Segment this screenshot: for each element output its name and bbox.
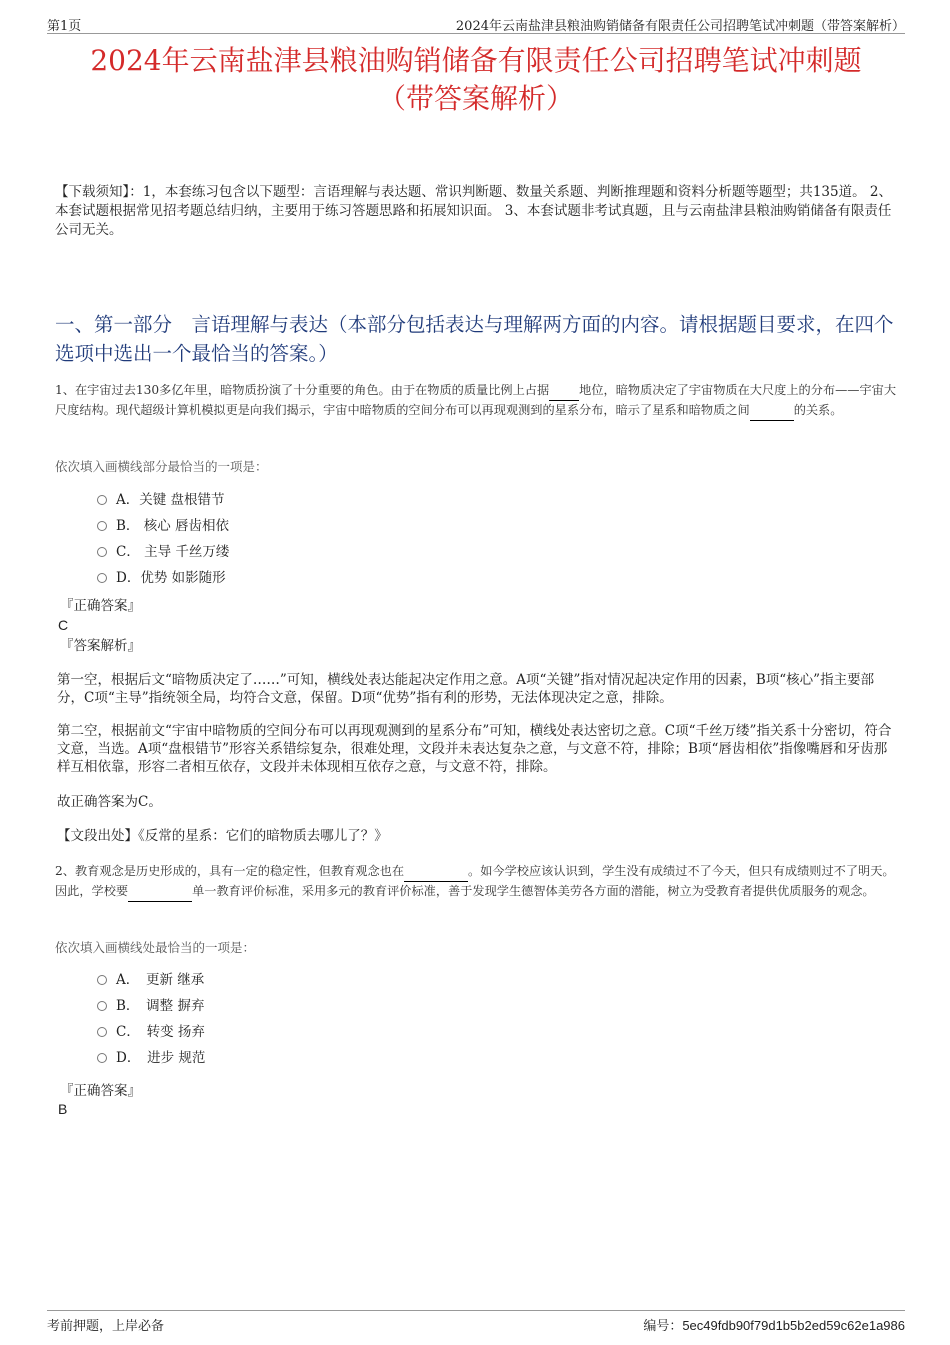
radio-icon[interactable]	[97, 1027, 107, 1037]
radio-icon[interactable]	[97, 975, 107, 985]
q1-option-c-label: C． 主导 千丝万缕	[116, 544, 230, 560]
q1-analysis-2: 第二空，根据前文“宇宙中暗物质的空间分布可以再现观测到的星系分布”可知，横线处表达密切之意。C项“千丝万缕”指关系十分密切，符合文意，当选。A项“盘根错节”形容关系错综复杂，很难处理，文段并未表达复杂之意，与文意不符，排除；B项“唇齿相依”指像嘴唇和牙齿那样互相依靠，形容二者相互依存，文段并未体现相互依存之意，与文意不符，排除。	[57, 723, 892, 775]
q1-text-part1: 1、在宇宙过去130多亿年里，暗物质扮演了十分重要的角色。由于在物质的质量比例上占据	[55, 383, 550, 397]
page-number: 第1页	[47, 19, 82, 34]
header-divider	[47, 33, 905, 34]
radio-icon[interactable]	[97, 1053, 107, 1063]
q1-option-d[interactable]	[97, 565, 229, 591]
q2-blank-1	[404, 862, 468, 882]
radio-icon[interactable]	[97, 495, 107, 505]
q2-option-d[interactable]	[97, 1045, 205, 1071]
header-doc-title: 2024年云南盐津县粮油购销储备有限责任公司招聘笔试冲刺题（带答案解析）	[455, 19, 905, 34]
q1-prompt: 依次填入画横线部分最恰当的一项是：	[55, 459, 268, 474]
title-line-1: 2024年云南盐津县粮油购销储备有限责任公司招聘笔试冲刺题	[90, 44, 862, 77]
q1-option-a[interactable]	[97, 487, 229, 513]
q2-option-c[interactable]	[97, 1019, 205, 1045]
q2-text-part2: 。如今学校应该认识到，学生没有成绩过不了今天，但只有成绩则过不了明天。因此，学校要	[55, 864, 895, 898]
radio-icon[interactable]	[97, 573, 107, 583]
download-notice: 【下载须知】：1，本套练习包含以下题型：言语理解与表达题、常识判断题、数量关系题、判断推理题和资料分析题等题型；共135道。 2、本套试题根据常见招考题总结归纳，主要用于练习答题思路和拓展知识面。 3、本套试题非考试真题，且与云南盐津县粮油购销储备有限责任公司无关。	[55, 184, 892, 238]
q1-option-d-label: D．优势 如影随形	[116, 570, 226, 586]
radio-icon[interactable]	[97, 1001, 107, 1011]
q2-option-b[interactable]	[97, 993, 205, 1019]
q1-answer: C	[58, 617, 69, 633]
q1-option-b-label: B． 核心 唇齿相依	[116, 518, 230, 534]
q2-option-b-label: B． 调整 摒弃	[116, 998, 205, 1014]
footer-code-value: 5ec49fdb90f79d1b5b2ed59c62e1a986	[682, 1318, 905, 1333]
q1-option-a-label: A．关键 盘根错节	[116, 492, 225, 508]
footer-divider	[47, 1310, 905, 1311]
q1-text-part3: 的关系。	[793, 403, 843, 417]
q1-text-part2: 地位，暗物质决定了宇宙物质在大尺度上的分布——宇宙大尺度结构。现代超级计算机模拟更是向我们揭示，宇宙中暗物质的空间分布可以再现观测到的星系分布，暗示了星系和暗物质之间	[55, 383, 897, 417]
q1-analysis-1: 第一空，根据后文“暗物质决定了……”可知，横线处表达能起决定作用之意。A项“关键”指对情况起决定作用的因素，B项“核心”指主要部分，C项“主导”指统领全局，均符合文意，保留。D项“优势”指有利的形势，无法体现决定之意，排除。	[57, 672, 875, 706]
q2-answer: B	[58, 1101, 68, 1117]
q2-answer-label: 『正确答案』	[60, 1083, 141, 1099]
q1-option-c[interactable]	[97, 539, 229, 565]
q1-source: 【文段出处】《反常的星系：它们的暗物质去哪儿了？》	[57, 828, 388, 844]
q2-option-d-label: D． 进步 规范	[116, 1050, 206, 1066]
q1-analysis-3: 故正确答案为C。	[57, 794, 162, 810]
question-1-stem	[55, 381, 900, 421]
q2-option-a[interactable]	[97, 967, 205, 993]
title-line-2: （带答案解析）	[377, 82, 574, 115]
q2-blank-2	[128, 882, 192, 902]
radio-icon[interactable]	[97, 521, 107, 531]
q2-options	[97, 967, 205, 1071]
radio-icon[interactable]	[97, 547, 107, 557]
q1-blank-1	[549, 381, 579, 401]
footer-code-label: 编号：	[643, 1319, 683, 1334]
q1-option-b[interactable]	[97, 513, 229, 539]
q1-options	[97, 487, 229, 591]
page-title	[47, 42, 905, 118]
q2-option-a-label: A． 更新 继承	[116, 972, 205, 988]
question-2-stem	[55, 862, 900, 902]
q1-analysis-label: 『答案解析』	[60, 638, 141, 654]
q2-text-part3: 单一教育评价标准，采用多元的教育评价标准，善于发现学生德智体美劳各方面的潜能，树立为受教育者提供优质服务的观念。	[192, 884, 875, 898]
q1-answer-label: 『正确答案』	[60, 598, 141, 614]
section-heading: 一、第一部分 言语理解与表达（本部分包括表达与理解两方面的内容。请根据题目要求，在四个选项中选出一个最恰当的答案。）	[55, 313, 894, 365]
q1-blank-2	[750, 401, 794, 421]
footer-code	[643, 1315, 905, 1334]
q2-option-c-label: C． 转变 扬弃	[116, 1024, 205, 1040]
q2-text-part1: 2、教育观念是历史形成的，具有一定的稳定性，但教育观念也在	[55, 864, 405, 878]
q2-prompt: 依次填入画横线处最恰当的一项是：	[55, 940, 256, 955]
footer-slogan: 考前押题，上岸必备	[47, 1319, 165, 1334]
